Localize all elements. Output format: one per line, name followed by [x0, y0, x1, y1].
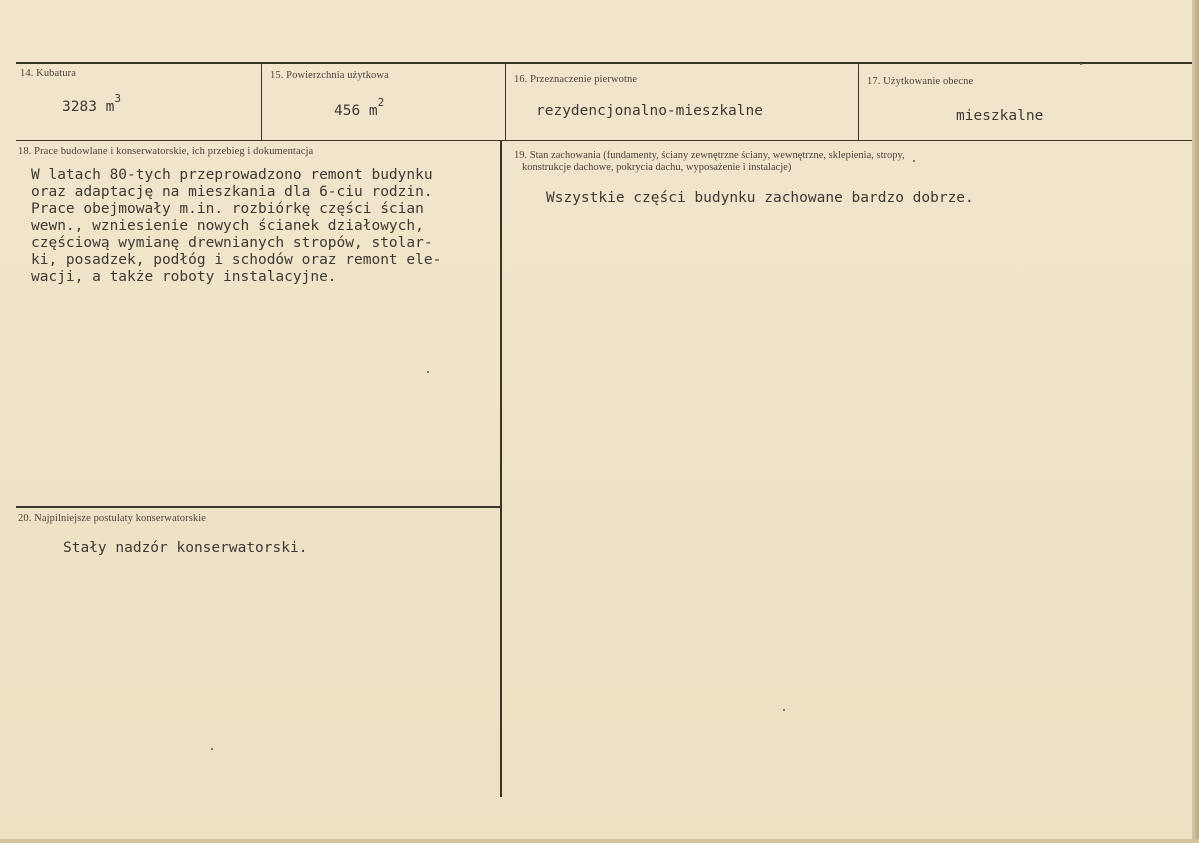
field-18-line: wewn., wzniesienie nowych ścianek działowych,: [31, 218, 424, 234]
row-divider-2: [16, 506, 502, 508]
field-16-label: 16. Przeznaczenie pierwotne: [514, 74, 638, 85]
field-18-line: wacji, a także roboty instalacyjne.: [31, 269, 337, 285]
field-17-value: mieszkalne: [956, 108, 1044, 124]
paper-speck: [427, 371, 429, 373]
field-15-exponent: 2: [377, 96, 385, 109]
field-19-value: Wszystkie części budynku zachowane bardzo dobrze.: [546, 190, 974, 206]
field-14-value: [62, 92, 122, 115]
field-18-line: częściową wymianę drewnianych stropów, stolar-: [31, 235, 433, 251]
col-divider-14-15: [261, 64, 262, 140]
paper-speck: [783, 709, 785, 711]
field-15-label: 15. Powierzchnia użytkowa: [270, 70, 389, 81]
field-18-label: 18. Prace budowlane i konserwatorskie, ich przebieg i dokumentacja: [18, 146, 314, 157]
col-divider-16-17: [858, 64, 859, 140]
field-20-label: 20. Najpilniejsze postulaty konserwatorskie: [18, 513, 207, 524]
col-divider-15-16: [505, 64, 506, 140]
paper-speck: [1080, 63, 1082, 65]
row-divider-1: [16, 140, 1192, 141]
field-15-value: [334, 96, 385, 119]
field-19-label: [514, 150, 1074, 174]
col-divider-main: [500, 141, 502, 797]
field-18-line: Prace obejmowały m.in. rozbiórkę części ścian: [31, 201, 424, 217]
field-18-line: W latach 80-tych przeprowadzono remont budynku: [31, 167, 433, 183]
card-right-edge: [1192, 0, 1199, 843]
paper-speck: [913, 160, 915, 162]
top-rule: [16, 62, 1192, 64]
field-14-label: 14. Kubatura: [20, 68, 77, 79]
field-16-value: rezydencjonalno-mieszkalne: [536, 103, 763, 119]
field-15-number: 456 m: [334, 102, 378, 119]
field-14-exponent: 3: [114, 92, 122, 105]
field-19-label-line1: 19. Stan zachowania (fundamenty, ściany zewnętrzne ściany, wewnętrzne, sklepienia, stropy,: [514, 150, 905, 161]
field-17-label: 17. Użytkowanie obecne: [867, 76, 974, 87]
field-18-text: [31, 167, 441, 286]
field-14-number: 3283 m: [62, 98, 115, 115]
paper-speck: [211, 748, 213, 750]
field-20-value: Stały nadzór konserwatorski.: [63, 540, 308, 556]
field-18-line: oraz adaptację na mieszkania dla 6-ciu rodzin.: [31, 184, 433, 200]
field-18-line: ki, posadzek, podłóg i schodów oraz remont ele-: [31, 252, 442, 268]
card-bottom-edge: [0, 839, 1199, 843]
field-19-label-line2: konstrukcje dachowe, pokrycia dachu, wyposażenie i instalacje): [522, 162, 792, 173]
